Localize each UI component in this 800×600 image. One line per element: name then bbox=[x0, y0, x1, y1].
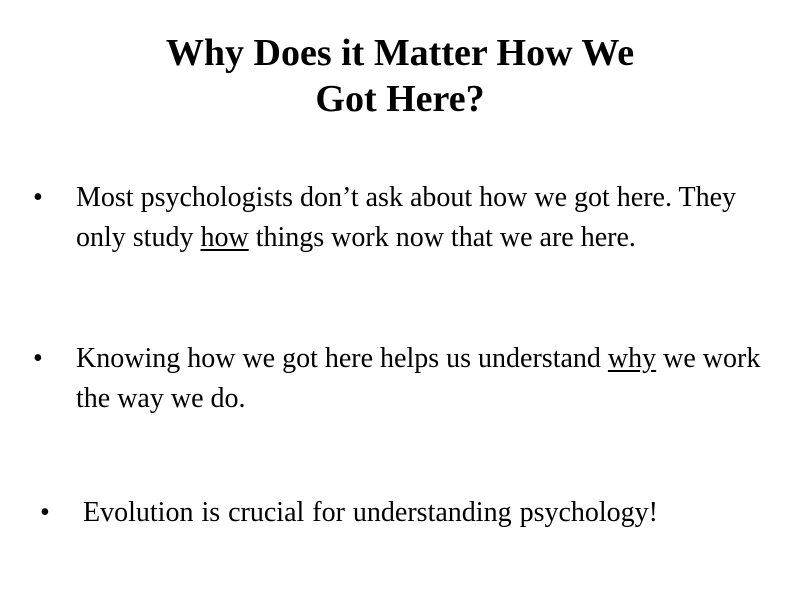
bullet-1-underlined-word: how bbox=[200, 222, 249, 253]
bullet-dot-icon: • bbox=[33, 182, 43, 213]
bullet-2-text-before: Knowing how we got here helps us understand bbox=[76, 343, 608, 374]
bullet-dot-icon: • bbox=[40, 497, 50, 528]
bullet-text-1 bbox=[76, 178, 766, 258]
title-line-1: Why Does it Matter How We bbox=[165, 32, 635, 74]
bullet-1-text-after: things work now that we are here. bbox=[248, 222, 636, 253]
bullet-2-underlined-word: why bbox=[607, 343, 657, 374]
slide-title bbox=[0, 30, 800, 122]
bullet-1-text-before: Most psychologists don’t ask about how we got here. They only study bbox=[76, 182, 737, 253]
bullet-text-3: Evolution is crucial for understanding psychology! bbox=[83, 497, 658, 528]
bullet-item-1 bbox=[33, 178, 773, 298]
bullet-text-2 bbox=[76, 339, 771, 419]
bullet-item-2 bbox=[33, 339, 773, 419]
bullet-item-3 bbox=[40, 493, 780, 533]
bullet-dot-icon: • bbox=[33, 343, 43, 374]
bullet-2-text-after: we work the way we do. bbox=[76, 343, 761, 414]
title-line-2: Got Here? bbox=[315, 78, 485, 120]
